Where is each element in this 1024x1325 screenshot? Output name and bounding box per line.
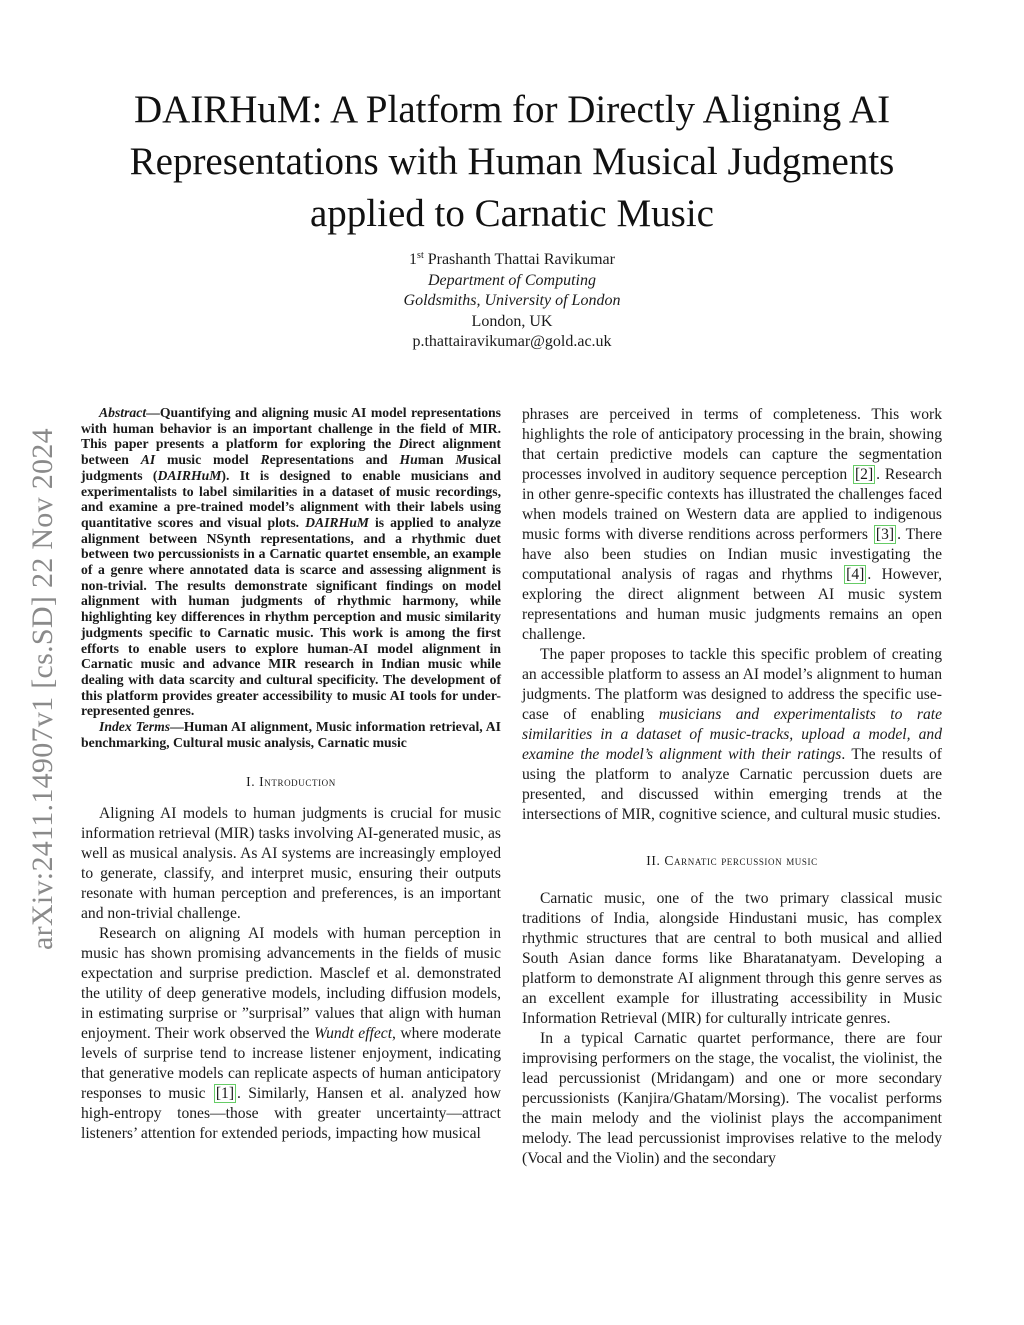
title-line-2: Representations with Human Musical Judgments [129,140,895,183]
abstract-acronym-hu: Hu [399,452,418,468]
abstract-acronym-d: D [398,436,409,452]
author-ordinal: 1 [409,251,418,268]
section-heading-introduction: I. Introduction [246,774,336,790]
abstract-acronym-m: M [455,452,468,468]
abstract-acronym-ai: AI [140,452,156,468]
citation-link-1[interactable]: [1] [215,1085,235,1103]
abstract-text: irect alignment between [81,436,501,468]
arxiv-stamp: arXiv:2411.14907v1 [cs.SD] 22 Nov 2024 [26,428,59,950]
abstract-text: man [417,452,456,468]
section-heading-carnatic: II. Carnatic percussion music [646,853,818,868]
paragraph-text: . Research in other genre-specific contexts has illustrated the challenges faced when models trained on Western data are applied to indigenous music forms with diverse renditions across performers [522,466,942,543]
author-name-line [0,250,1024,271]
right-paragraph-1 [522,405,942,645]
index-terms-text: Human AI alignment, Music information retrieval, AI benchmarking, Cultural music analysis, Carnatic music [81,719,501,750]
wundt-effect-term: Wundt effect [313,1025,393,1043]
intro-paragraph-2 [81,924,501,1144]
abstract-text: epresentations and [269,452,400,468]
left-column [81,405,501,1144]
abstract-text: ). It is designed to enable musicians and experimentalists to label similarities in a dataset of music recordings, and examine a pre-trained model’s alignment with their labels using quantitative scores and visual plots. [81,467,501,530]
author-department: Department of Computing [428,271,596,289]
paper-title [0,84,1024,240]
paragraph-text: , where moderate levels of surprise tend to increase listener enjoyment, indicating that generative models can replicate aspects of human anticipatory responses to music [81,1025,501,1103]
citation-link-4[interactable]: [4] [846,566,865,583]
author-location: London, UK [471,312,553,330]
citation-link-2[interactable]: [2] [854,466,874,483]
paragraph-text: . The results of using the platform to analyze Carnatic percussion duets are presented, and discussed within emerging trends at the intersections of MIR, cognitive science, and cultural music studies. [522,746,942,823]
title-line-1: DAIRHuM: A Platform for Directly Aligning AI [133,88,891,131]
carnatic-paragraph-2: In a typical Carnatic quartet performance, there are four improvising performers on the stage, the vocalist, the violinist, the lead percussionist (Mridangam) and one or more secondary percussionists (Kanjira/Ghatam/Morsing). The vocalist performs the main melody and the violinist plays the accompaniment melody. The lead percussionist improvises relative to the melody (Vocal and the Violin) and the secondary [522,1030,942,1167]
index-terms-dash: — [170,719,184,735]
paragraph-text: phrases are perceived in terms of completeness. This work highlights the role of anticipatory processing in the brain, showing that certain predictive models can capture the segmentation processes involved in auditory sequence perception [522,406,942,483]
abstract-platform-name: DAIRHuM [157,467,222,483]
right-paragraph-2 [522,645,942,825]
author-name: Prashanth Thattai Ravikumar [427,251,615,268]
author-email[interactable]: p.thattairavikumar@gold.ac.uk [412,333,612,350]
paragraph-text: Research on aligning AI models with human perception in music has shown promising advancements in the fields of music expectation and surprise prediction. Masclef et al. demonstrated the utility of deep generative models, including diffusion models, in estimating surprise or ”surprisal” values that align with human enjoyment. Their work observed the [81,925,501,1043]
index-terms-label: Index Terms [99,719,171,735]
abstract-platform-name: DAIRHuM [305,514,369,530]
right-column [522,405,942,1169]
abstract-text: usical judgments ( [81,452,501,483]
abstract-acronym-r: R [260,452,270,468]
abstract-text: Quantifying and aligning music AI model representations with human behavior is an important challenge in the field of MIR. This paper presents a platform for exploring the [81,405,501,452]
author-institution: Goldsmiths, University of London [403,292,621,309]
use-case-italic: musicians and experimentalists to rate similarities in a dataset of music-tracks, upload a model, and examine the model’s alignment with their ratings [522,706,943,763]
intro-paragraph-1: Aligning AI models to human judgments is crucial for music information retrieval (MIR) tasks involving AI-generated music, as well as musical analysis. As AI systems are increasingly employed to generate, classify, and interpret music, ensuring their outputs resonate with human perception and preferences, is an important and non-trivial challenge. [81,805,501,923]
abstract-dash: — [146,405,160,420]
abstract-label: Abstract [99,405,147,420]
carnatic-paragraph-1: Carnatic music, one of the two primary classical music traditions of India, alongside Hindustani music, has complex rhythmic structures that are central to both musical and allied South Asian dance forms like Bharatanatyam. Developing a platform to demonstrate AI alignment through this genre serves as an excellent example for illustrating accessibility in Music Information Retrieval (MIR) for culturally intricate genres. [522,890,942,1027]
index-terms [81,719,501,750]
paragraph-text: The paper proposes to tackle this specific problem of creating an accessible platform to assess an AI model’s alignment to human judgments. The platform was designed to address the specific use-case of enabling [522,646,942,723]
abstract-text: music model [155,452,261,468]
author-block [0,250,1024,353]
abstract-text: is applied to analyze alignment between NSynth representations, and a rhythmic duet between two percussionists in a Carnatic quartet ensemble, an example of a genre where annotated data is scarce and assessing alignment is non-trivial. The results demonstrate significant findings on model alignment with human judgments of rhythmic harmony, while highlighting key differences in rhythm perception and music similarity judgments specific to Carnatic music. This work is among the first efforts to enable users to explore human-AI model alignment in Carnatic music and advance MIR research in Indian music while dealing with data scarcity and cultural specificity. The development of this platform provides greater accessibility to music AI tools for under-represented genres. [81,514,501,719]
abstract [81,405,501,750]
paragraph-text: . However, exploring the direct alignment between AI music system representations and human music judgments remains an open challenge. [522,566,942,643]
author-ordinal-sup: st [417,250,424,261]
citation-link-3[interactable]: [3] [875,526,895,543]
paragraph-text: . There have also been studies on Indian music investigating the computational analysis of ragas and rhythms [522,526,942,583]
paragraph-text: . Similarly, Hansen et al. analyzed how high-entropy tones—those with greater uncertainty—attract listeners’ attention for extended periods, impacting how musical [81,1085,501,1143]
title-line-3: applied to Carnatic Music [310,192,714,235]
